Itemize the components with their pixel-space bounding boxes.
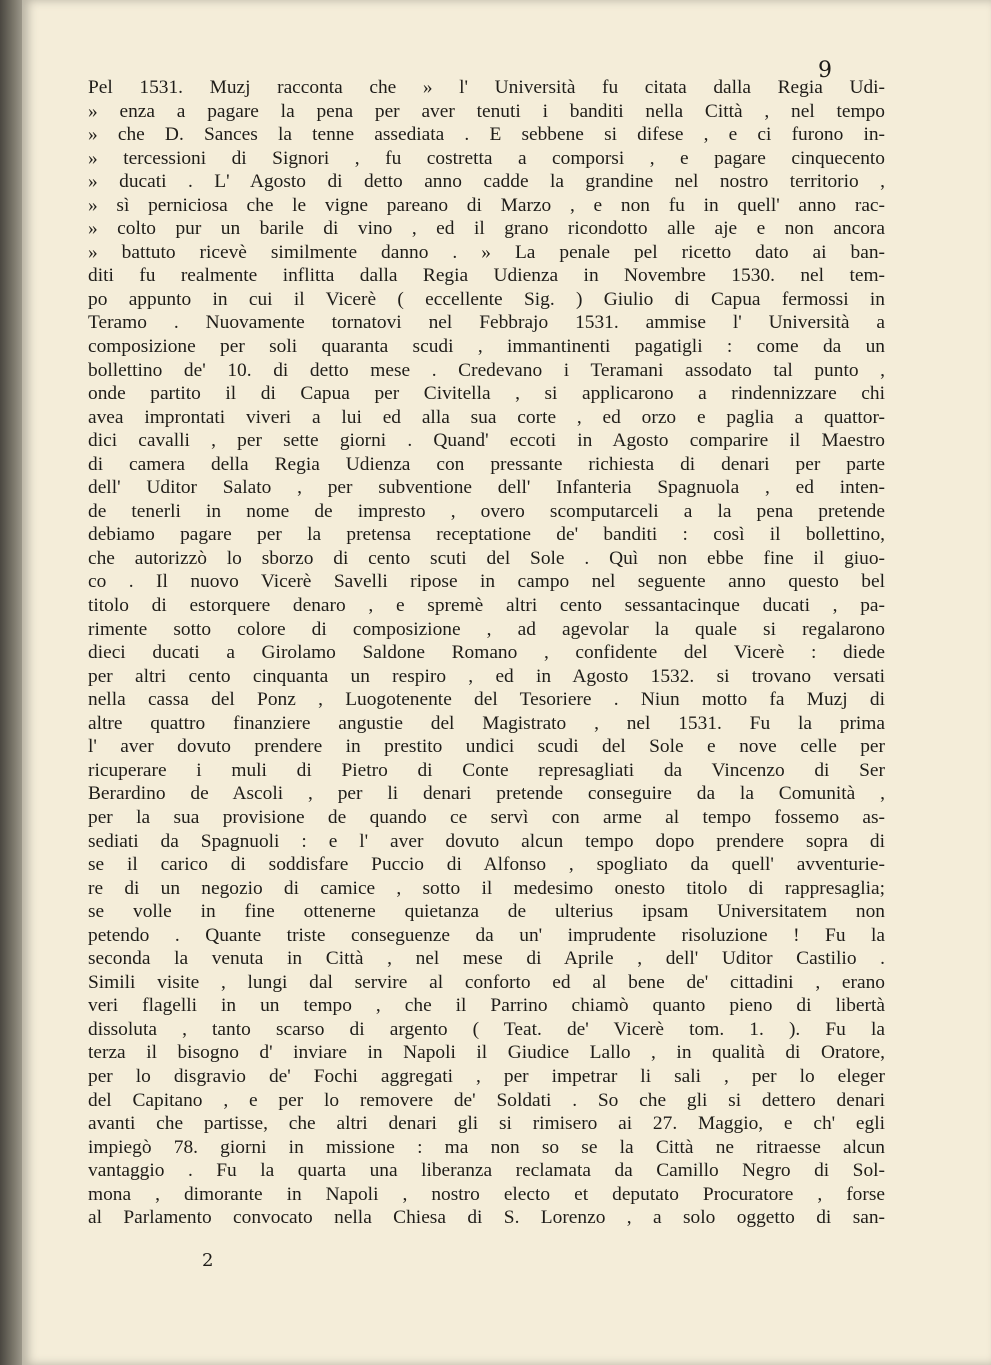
text-line: petendo . Quante triste conseguenze da un' imprudente risoluzione ! Fu la (88, 924, 885, 946)
text-line: » enza a pagare la pena per aver tenuti i banditi nella Città , nel tempo (88, 100, 885, 122)
text-line: ricuperare i muli di Pietro di Conte represagliati da Vincenzo di Ser (88, 759, 885, 781)
text-line: bollettino de' 10. di detto mese . Credevano i Teramani assodato tal punto , (88, 359, 885, 381)
text-line: vantaggio . Fu la quarta una liberanza reclamata da Camillo Negro di Sol- (88, 1160, 885, 1182)
text-line: per la sua provisione de quando ce servì con arme al tempo fossemo as- (88, 806, 885, 828)
text-line: avea improntati viveri a lui ed alla sua corte , ed orzo e paglia a quattor- (88, 406, 885, 428)
text-line: al Parlamento convocato nella Chiesa di S. Lorenzo , a solo oggetto di san- (88, 1207, 885, 1229)
text-line: veri flagelli in un tempo , che il Parrino chiamò quanto pieno di libertà (88, 995, 885, 1017)
text-line: sediati da Spagnuoli : e l' aver dovuto alcun tempo dopo prendere sopra di (88, 830, 885, 852)
text-line: se volle in fine ottenerne quietanza de ulterius ipsam Universitatem non (88, 901, 885, 923)
text-line: Teramo . Nuovamente tornatovi nel Febbrajo 1531. ammise l' Università a (88, 312, 885, 334)
text-line: del Capitano , e per lo removere de' Soldati . So che gli si dettero denari (88, 1089, 885, 1111)
text-line: l' aver dovuto prendere in prestito undici scudi del Sole e nove celle per (88, 736, 885, 758)
text-line: co . Il nuovo Vicerè Savelli ripose in campo nel seguente anno questo bel (88, 571, 885, 593)
text-line: se il carico di soddisfare Puccio di Alfonso , spogliato da quell' avventurie- (88, 854, 885, 876)
text-line: » che D. Sances la tenne assediata . E sebbene si difese , e ci furono in- (88, 124, 885, 146)
text-line: » battuto ricevè similmente danno . » La penale pel ricetto dato ai ban- (88, 241, 885, 263)
signature-mark: 2 (202, 1250, 214, 1271)
text-line: dieci ducati a Girolamo Saldone Romano , confidente del Vicerè : diede (88, 642, 885, 664)
text-line: altre quattro finanziere angustie del Magistrato , nel 1531. Fu la prima (88, 712, 885, 734)
text-line: impiegò 78. giorni in missione : ma non so se la Città ne ritraesse alcun (88, 1136, 885, 1158)
text-line: Pel 1531. Muzj racconta che » l' Università fu citata dalla Regia Udi- (88, 77, 885, 98)
book-page (22, 0, 991, 1365)
text-line: Simili visite , lungi dal servire al conforto ed al bene de' cittadini , erano (88, 971, 885, 993)
book-gutter (0, 0, 22, 1365)
text-line: de tenerli in nome de impresto , overo scomputarceli a la pena pretende (88, 500, 885, 522)
text-line: » ducati . L' Agosto di detto anno cadde la grandine nel nostro territorio , (88, 171, 885, 193)
text-line: rimente sotto colore di composizione , ad agevolar la quale si regalarono (88, 618, 885, 640)
text-line: dissoluta , tanto scarso di argento ( Teat. de' Vicerè tom. 1. ). Fu la (88, 1018, 885, 1040)
text-line: composizione per soli quaranta scudi , immantinenti pagatigli : come da un (88, 336, 885, 358)
text-line: terza il bisogno d' inviare in Napoli il Giudice Lallo , in qualità di Oratore, (88, 1042, 885, 1064)
text-line: seconda la venuta in Città , nel mese di Aprile , dell' Uditor Castilio . (88, 948, 885, 970)
text-line: mona , dimorante in Napoli , nostro electo et deputato Procuratore , forse (88, 1183, 885, 1205)
text-line: re di un negozio di camice , sotto il medesimo onesto titolo di rappresaglia; (88, 877, 885, 899)
text-line: Berardino de Ascoli , per li denari pretende conseguire da la Comunità , (88, 783, 885, 805)
text-line: dici cavalli , per sette giorni . Quand' eccoti in Agosto comparire il Maestro (88, 430, 885, 452)
text-line: titolo di estorquere denaro , e spremè altri cento sessantacinque ducati , pa- (88, 595, 885, 617)
text-line: onde partito il di Capua per Civitella , si applicarono a rindennizzare chi (88, 383, 885, 405)
body-text (88, 76, 885, 1230)
text-line: debiamo pagare per la pretensa receptatione de' banditi : così il bollettino, (88, 524, 885, 546)
text-line: dell' Uditor Salato , per subventione dell' Infanteria Spagnuola , ed inten- (88, 477, 885, 499)
page-number: 9 (818, 58, 832, 83)
text-line: nella cassa del Ponz , Luogotenente del Tesoriere . Niun motto fa Muzj di (88, 689, 885, 711)
text-line: » tercessioni di Signori , fu costretta a comporsi , e pagare cinquecento (88, 147, 885, 169)
text-line: che autorizzò lo sborzo di cento scuti del Sole . Quì non ebbe fine il giuo- (88, 547, 885, 569)
text-line: per altri cento cinquanta un respiro , ed in Agosto 1532. si trovano versati (88, 665, 885, 687)
text-line: di camera della Regia Udienza con pressante richiesta di denari per parte (88, 453, 885, 475)
text-line: diti fu realmente inflitta dalla Regia Udienza in Novembre 1530. nel tem- (88, 265, 885, 287)
text-line: avanti che partisse, che altri denari gli si rimisero ai 27. Maggio, e ch' egli (88, 1113, 885, 1135)
text-line: po appunto in cui il Vicerè ( eccellente Sig. ) Giulio di Capua fermossi in (88, 288, 885, 310)
text-line: per lo disgravio de' Fochi aggregati , per impetrar li sali , per lo eleger (88, 1065, 885, 1087)
text-line: » colto pur un barile di vino , ed il grano ricondotto alle aje e non ancora (88, 218, 885, 240)
text-line: » sì perniciosa che le vigne pareano di Marzo , e non fu in quell' anno rac- (88, 194, 885, 216)
